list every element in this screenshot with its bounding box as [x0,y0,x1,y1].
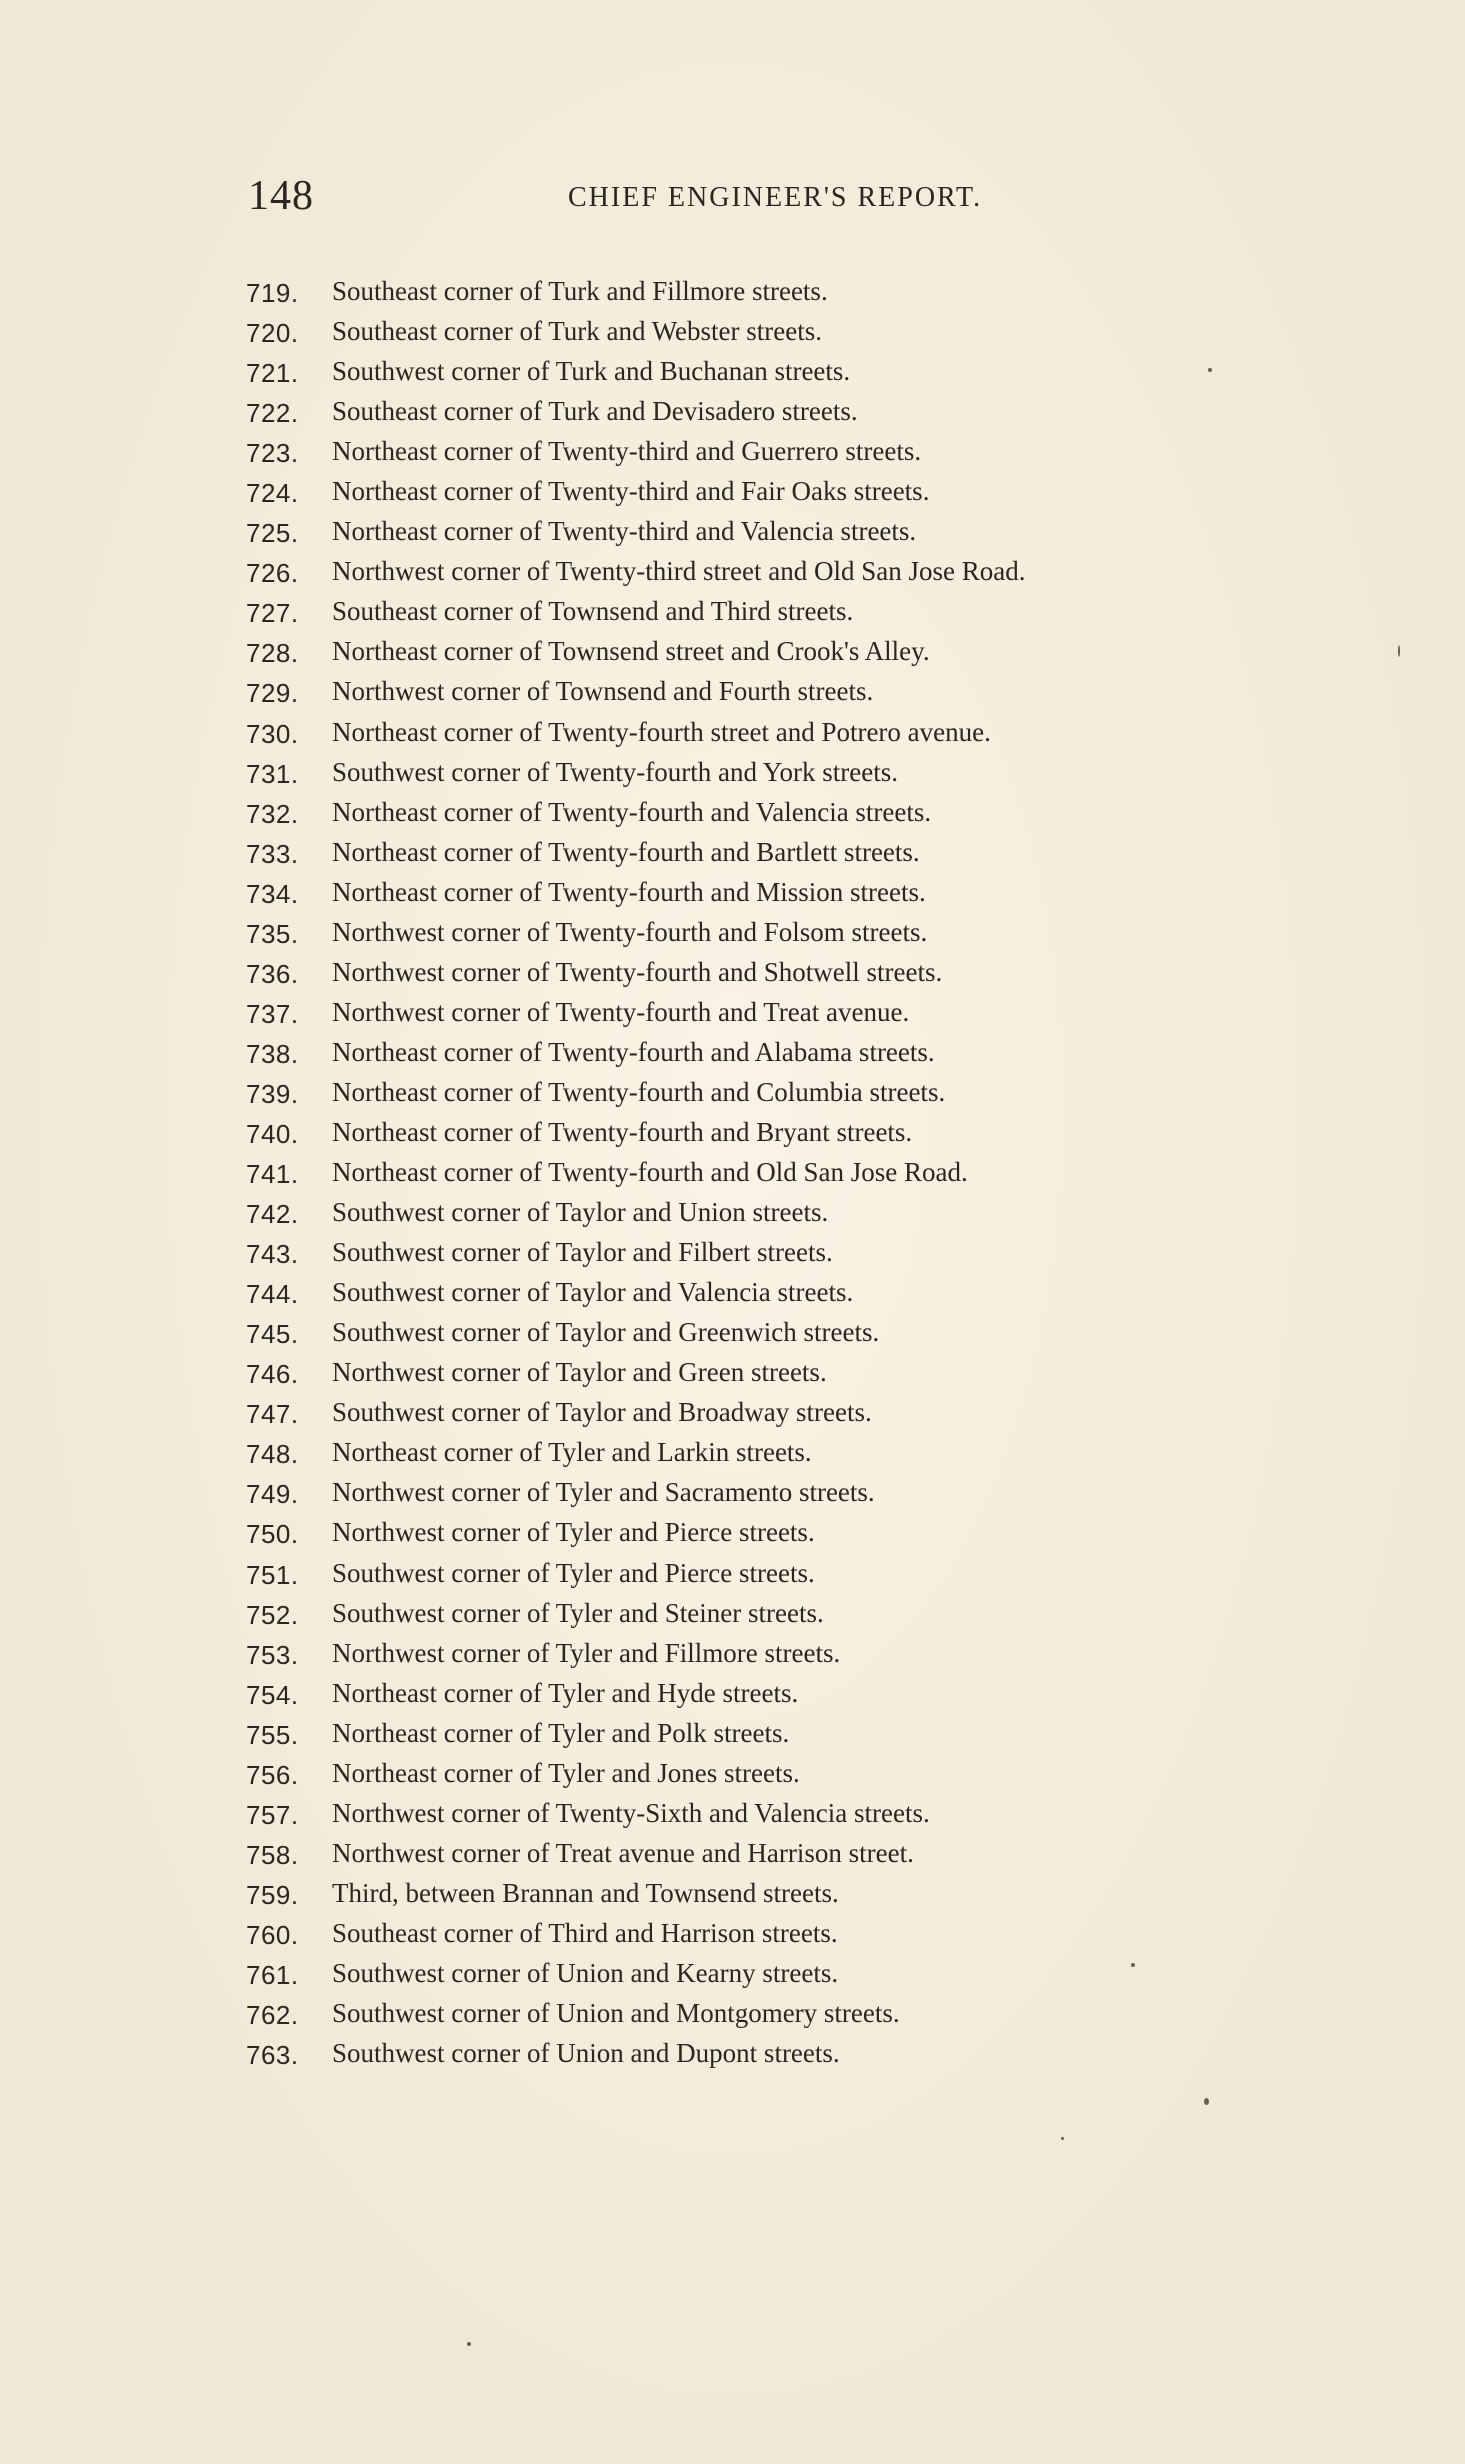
entry-location: Northeast corner of Twenty-fourth and Columbia streets. [332,1076,946,1107]
entry-location: Northwest corner of Twenty-Sixth and Valencia streets. [332,1797,930,1828]
list-item [0,1073,1465,1113]
entry-location: Northeast corner of Twenty-fourth and Old San Jose Road. [332,1157,968,1188]
entry-location: Northeast corner of Townsend street and Crook's Alley. [332,636,930,667]
entry-location: Northwest corner of Townsend and Fourth streets. [332,676,874,707]
entry-location: Southeast corner of Third and Harrison streets. [332,1917,838,1948]
entry-location: Northeast corner of Tyler and Jones streets. [332,1757,800,1788]
entry-location: Southwest corner of Tyler and Steiner streets. [332,1597,824,1628]
list-item [0,1273,1465,1313]
entry-location: Northwest corner of Twenty-fourth and Folsom streets. [332,916,928,947]
page-header [0,172,1465,222]
entry-location: Northeast corner of Twenty-fourth and Bryant streets. [332,1116,913,1147]
entry-number: 733. [246,838,299,869]
entry-location: Southwest corner of Union and Kearny streets. [332,1957,839,1988]
list-item [0,432,1465,472]
list-item [0,632,1465,672]
entry-number: 724. [246,478,299,509]
list-item [0,1914,1465,1954]
entry-number: 751. [246,1559,299,1590]
entry-location: Northeast corner of Tyler and Larkin streets. [332,1437,812,1468]
list-item [0,833,1465,873]
entry-location: Southeast corner of Turk and Devisadero streets. [332,396,858,427]
entry-location: Southwest corner of Taylor and Union streets. [332,1197,829,1228]
list-item [0,753,1465,793]
list-item [0,1233,1465,1273]
entry-location: Northwest corner of Twenty-third street and Old San Jose Road. [332,556,1026,587]
list-item [0,953,1465,993]
scan-speck [1131,1963,1135,1967]
entry-location: Southwest corner of Turk and Buchanan streets. [332,356,851,387]
entry-number: 759. [246,1879,299,1910]
entry-number: 735. [246,918,299,949]
list-item [0,1834,1465,1874]
list-item [0,472,1465,512]
entry-number: 739. [246,1078,299,1109]
list-item [0,272,1465,312]
entry-number: 722. [246,398,299,429]
list-item [0,1594,1465,1634]
list-item [0,873,1465,913]
list-item [0,913,1465,953]
entry-number: 742. [246,1199,299,1230]
list-item [0,713,1465,753]
entry-number: 737. [246,998,299,1029]
entry-location: Northeast corner of Twenty-fourth and Alabama streets. [332,1036,935,1067]
entry-number: 721. [246,358,299,389]
list-item [0,592,1465,632]
entry-number: 757. [246,1799,299,1830]
entry-number: 723. [246,438,299,469]
list-item [0,312,1465,352]
entry-location: Southwest corner of Taylor and Broadway streets. [332,1397,872,1428]
entry-location: Southwest corner of Taylor and Greenwich streets. [332,1317,880,1348]
list-item [0,993,1465,1033]
entry-number: 741. [246,1159,299,1190]
hydrant-location-list [0,272,1465,2074]
list-item [0,1473,1465,1513]
entry-number: 740. [246,1118,299,1149]
entry-number: 727. [246,598,299,629]
entry-location: Northeast corner of Twenty-fourth and Bartlett streets. [332,836,920,867]
entry-location: Southwest corner of Union and Montgomery streets. [332,1998,900,2029]
entry-number: 745. [246,1319,299,1350]
entry-location: Third, between Brannan and Townsend streets. [332,1877,839,1908]
list-item [0,1754,1465,1794]
list-item [0,793,1465,833]
entry-location: Southwest corner of Taylor and Valencia streets. [332,1277,854,1308]
entry-number: 725. [246,518,299,549]
list-item [0,1433,1465,1473]
entry-location: Northeast corner of Twenty-third and Fair Oaks streets. [332,476,930,507]
list-item [0,1153,1465,1193]
list-item [0,392,1465,432]
entry-number: 744. [246,1279,299,1310]
list-item [0,1634,1465,1674]
entry-number: 720. [246,318,299,349]
entry-location: Southeast corner of Turk and Fillmore streets. [332,276,828,306]
list-item [0,1794,1465,1834]
entry-location: Northwest corner of Treat avenue and Harrison street. [332,1837,914,1868]
entry-number: 753. [246,1639,299,1670]
entry-number: 746. [246,1359,299,1390]
entry-number: 731. [246,758,299,789]
scan-speck [1398,645,1400,657]
entry-location: Northwest corner of Taylor and Green streets. [332,1357,827,1388]
entry-number: 758. [246,1839,299,1870]
entry-number: 732. [246,798,299,829]
entry-location: Southwest corner of Twenty-fourth and York streets. [332,756,899,787]
scan-speck [1061,2137,1064,2140]
entry-location: Northwest corner of Twenty-fourth and Treat avenue. [332,996,910,1027]
list-item [0,1874,1465,1914]
list-item [0,1313,1465,1353]
list-item [0,1353,1465,1393]
list-item [0,1033,1465,1073]
entry-number: 763. [246,2040,299,2071]
entry-number: 755. [246,1719,299,1750]
page-number: 148 [248,173,314,219]
list-item [0,552,1465,592]
list-item [0,1674,1465,1714]
entry-number: 761. [246,1959,299,1990]
entry-location: Northeast corner of Twenty-fourth street and Potrero avenue. [332,716,991,747]
entry-number: 756. [246,1759,299,1790]
entry-number: 719. [246,278,299,308]
entry-number: 728. [246,638,299,669]
entry-location: Southwest corner of Taylor and Filbert streets. [332,1237,833,1268]
entry-number: 736. [246,958,299,989]
entry-location: Southeast corner of Turk and Webster streets. [332,316,822,347]
entry-number: 748. [246,1439,299,1470]
list-item [0,1113,1465,1153]
entry-number: 752. [246,1599,299,1630]
entry-location: Northeast corner of Tyler and Polk streets. [332,1717,790,1748]
entry-location: Northwest corner of Tyler and Fillmore streets. [332,1637,841,1668]
list-item [0,1714,1465,1754]
entry-number: 730. [246,718,299,749]
scan-speck [1208,368,1212,372]
entry-location: Northwest corner of Tyler and Pierce streets. [332,1517,815,1548]
entry-location: Southeast corner of Townsend and Third streets. [332,596,854,627]
entry-location: Northwest corner of Tyler and Sacramento streets. [332,1477,875,1508]
entry-number: 738. [246,1038,299,1069]
list-item [0,1193,1465,1233]
entry-location: Northeast corner of Twenty-fourth and Valencia streets. [332,796,932,827]
entry-number: 750. [246,1519,299,1550]
entry-location: Northeast corner of Twenty-third and Valencia streets. [332,516,917,547]
entry-location: Northwest corner of Twenty-fourth and Shotwell streets. [332,956,943,987]
scan-speck [467,2342,471,2346]
entry-number: 743. [246,1239,299,1270]
scan-speck [1204,2098,1209,2105]
list-item [0,1513,1465,1553]
list-item [0,512,1465,552]
entry-number: 754. [246,1679,299,1710]
list-item [0,1554,1465,1594]
entry-number: 747. [246,1399,299,1430]
list-item [0,1994,1465,2034]
list-item [0,352,1465,392]
entry-location: Southwest corner of Union and Dupont streets. [332,2038,840,2069]
list-item [0,1393,1465,1433]
entry-number: 762. [246,2000,299,2031]
entry-location: Northeast corner of Tyler and Hyde streets. [332,1677,799,1708]
list-item [0,1954,1465,1994]
entry-location: Northeast corner of Twenty-fourth and Mission streets. [332,876,926,907]
entry-number: 734. [246,878,299,909]
entry-location: Southwest corner of Tyler and Pierce streets. [332,1557,815,1588]
entry-number: 729. [246,678,299,709]
entry-number: 726. [246,558,299,589]
running-head: CHIEF ENGINEER'S REPORT. [568,182,983,213]
list-item [0,2034,1465,2074]
entry-number: 760. [246,1919,299,1950]
list-item [0,672,1465,712]
entry-number: 749. [246,1479,299,1510]
entry-location: Northeast corner of Twenty-third and Guerrero streets. [332,436,922,467]
